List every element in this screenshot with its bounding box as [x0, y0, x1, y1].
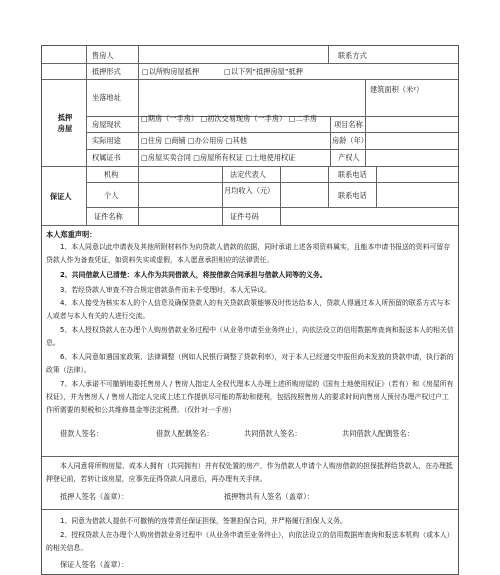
row-divider	[42, 509, 458, 510]
declaration-item: 6、本人同意如遇国家政策、法律调整（例如人民银行调整了贷款利率），对于本人已经递交申报但尚未发放的贷款申请，执行新的政策（法律）。	[46, 353, 454, 374]
declaration-item: 4、本人接受为核实本人的个人信息及确保贷款人的有关贷款政策能够及时传达给本人，贷款人得通过本人所预留的联系方式与本人或者与本人有关的人进行交流。	[46, 299, 451, 320]
borrower-signature[interactable]: 借款人签名：	[60, 429, 104, 438]
col-divider	[280, 166, 281, 225]
location-field[interactable]	[140, 81, 363, 114]
row-divider	[86, 149, 458, 150]
id-name-label: 证件名称	[94, 212, 123, 221]
declaration-item: 1、本人同意以此申请表及其他所附材料作为向贷款人借款的依据，同时承诺上述各项资料属实，且能本申请书报送的资料可留存贷款人作为备查凭证，如资料失实或虚假，本人愿意承担相应的法律责任。	[46, 243, 451, 264]
declaration-item: 3、若经贷款人审查不符合规定借款条件而未予受理时，本人无异议。	[60, 286, 272, 294]
coowner-signature[interactable]: 抵押物共有人签名（盖章）：	[224, 492, 314, 501]
legal-rep-label: 法定代表人	[230, 170, 266, 179]
org-label: 机构	[104, 170, 119, 179]
status-label: 房屋现状	[92, 120, 121, 129]
col-divider	[365, 79, 366, 116]
col-divider	[222, 166, 223, 225]
guarantor-signature[interactable]: 保证人签名（盖章）：	[60, 560, 129, 569]
seller-label: 售房人	[92, 51, 114, 60]
guarantee-item: 1、同意为借款人提供不可撤销的连带责任保证担保，签署担保合同，并严格履行担保人义务。	[60, 517, 347, 525]
row-divider	[42, 166, 458, 167]
house-age-label: 房龄（年）	[332, 136, 368, 145]
col-divider	[328, 166, 329, 207]
cert-options[interactable]: □房屋买卖合同 □房屋所有权证 □土地使用权证	[141, 153, 296, 162]
guarantee-item: 2、授权贷款人在办理个人购房借款业务过程中（从业务申请至业务终止），向依法设立的信用数据库查询和报送本机构（或本人）的相关信息。	[46, 531, 454, 552]
phone-label: 联系电话	[338, 191, 367, 200]
seller-contact-field[interactable]	[382, 47, 456, 62]
row-divider	[86, 207, 458, 208]
area-label: 建筑面积（米²）	[370, 85, 424, 94]
monthly-income-label: 月均收入（元）	[224, 186, 275, 195]
project-name-label: 项目名称	[334, 120, 363, 129]
coborrower-signature[interactable]: 共同借款人签名：	[244, 429, 302, 438]
col-divider	[138, 46, 139, 225]
row-divider	[42, 456, 458, 457]
cert-label: 权属证书	[92, 153, 121, 162]
owner-label: 产权人	[338, 153, 360, 162]
loan-application-form	[41, 45, 459, 575]
declaration-item: 2、共同借款人已清楚：本人作为共同借款人，将按借款合同承担与借款人同等的义务。	[60, 271, 327, 279]
declaration-title: 本人郑重声明：	[46, 230, 97, 239]
collateral-own-house-checkbox[interactable]: □以所购房屋抵押	[142, 67, 200, 76]
seller-name-field[interactable]	[140, 47, 326, 62]
row-divider	[42, 79, 458, 80]
declaration-item: 7、本人承诺不可撤销地委托售房人 / 售房人指定人全权代理本人办理上述所购房屋的《国有土地使用权证》（若有）和《房屋所有权证》，并为售房人 / 售房人指定人完成上述工作提供尽可能的帮助和便利，包括按照售房人的要求时间向售房人预付办理产权过户工作所需要的契税和公共维修基金等法定税费。（仅针对一手房）	[46, 380, 454, 414]
collateral-other-house-checkbox[interactable]: □以下列“抵押房屋”抵押	[224, 67, 303, 76]
coborrower-spouse-signature[interactable]: 共同借款人配偶签名：	[342, 429, 414, 438]
row-divider	[42, 63, 458, 64]
status-options[interactable]: □期房（一手房） □初次交易现房（一手房） □二手房	[141, 114, 317, 123]
contact-label: 联系方式	[338, 51, 367, 60]
mortgagor-signature[interactable]: 抵押人签名（盖章）：	[60, 492, 129, 501]
location-label: 坐落地址	[92, 93, 121, 102]
col-divider	[328, 46, 329, 63]
col-divider	[376, 166, 377, 207]
section-collateral-label: 抵押 房屋	[57, 113, 73, 133]
mortgage-consent-text: 本人同意将所购房屋、或本人拥有（共同拥有）并有权处置的房产，作为借款人申请个人购房借款的担保抵押给贷款人，在办理抵押登记前，若转让该房屋，应事先征得贷款人同意后，再办理有关手续。	[46, 462, 453, 483]
usage-label: 实际用途	[92, 136, 121, 145]
collateral-form-label: 抵押形式	[92, 67, 121, 76]
row-divider	[42, 225, 458, 226]
section-guarantor-label: 保证人	[50, 192, 72, 201]
borrower-spouse-signature[interactable]: 借款人配偶签名：	[156, 429, 214, 438]
declaration-item: 5、本人授权贷款人在办理个人购房借款业务过程中（从业务申请至业务终止），向依法设立的信用数据库查询和报送本人的相关信息。	[46, 326, 454, 347]
individual-label: 个人	[104, 191, 119, 200]
phone-label: 联系电话	[338, 170, 367, 179]
id-number-label: 证件号码	[230, 212, 259, 221]
row-divider	[86, 182, 458, 183]
col-divider	[330, 116, 331, 166]
col-divider	[86, 46, 87, 225]
row-divider	[86, 132, 458, 133]
usage-options[interactable]: □住房 □商铺 □办公用房 □其他	[141, 136, 247, 145]
